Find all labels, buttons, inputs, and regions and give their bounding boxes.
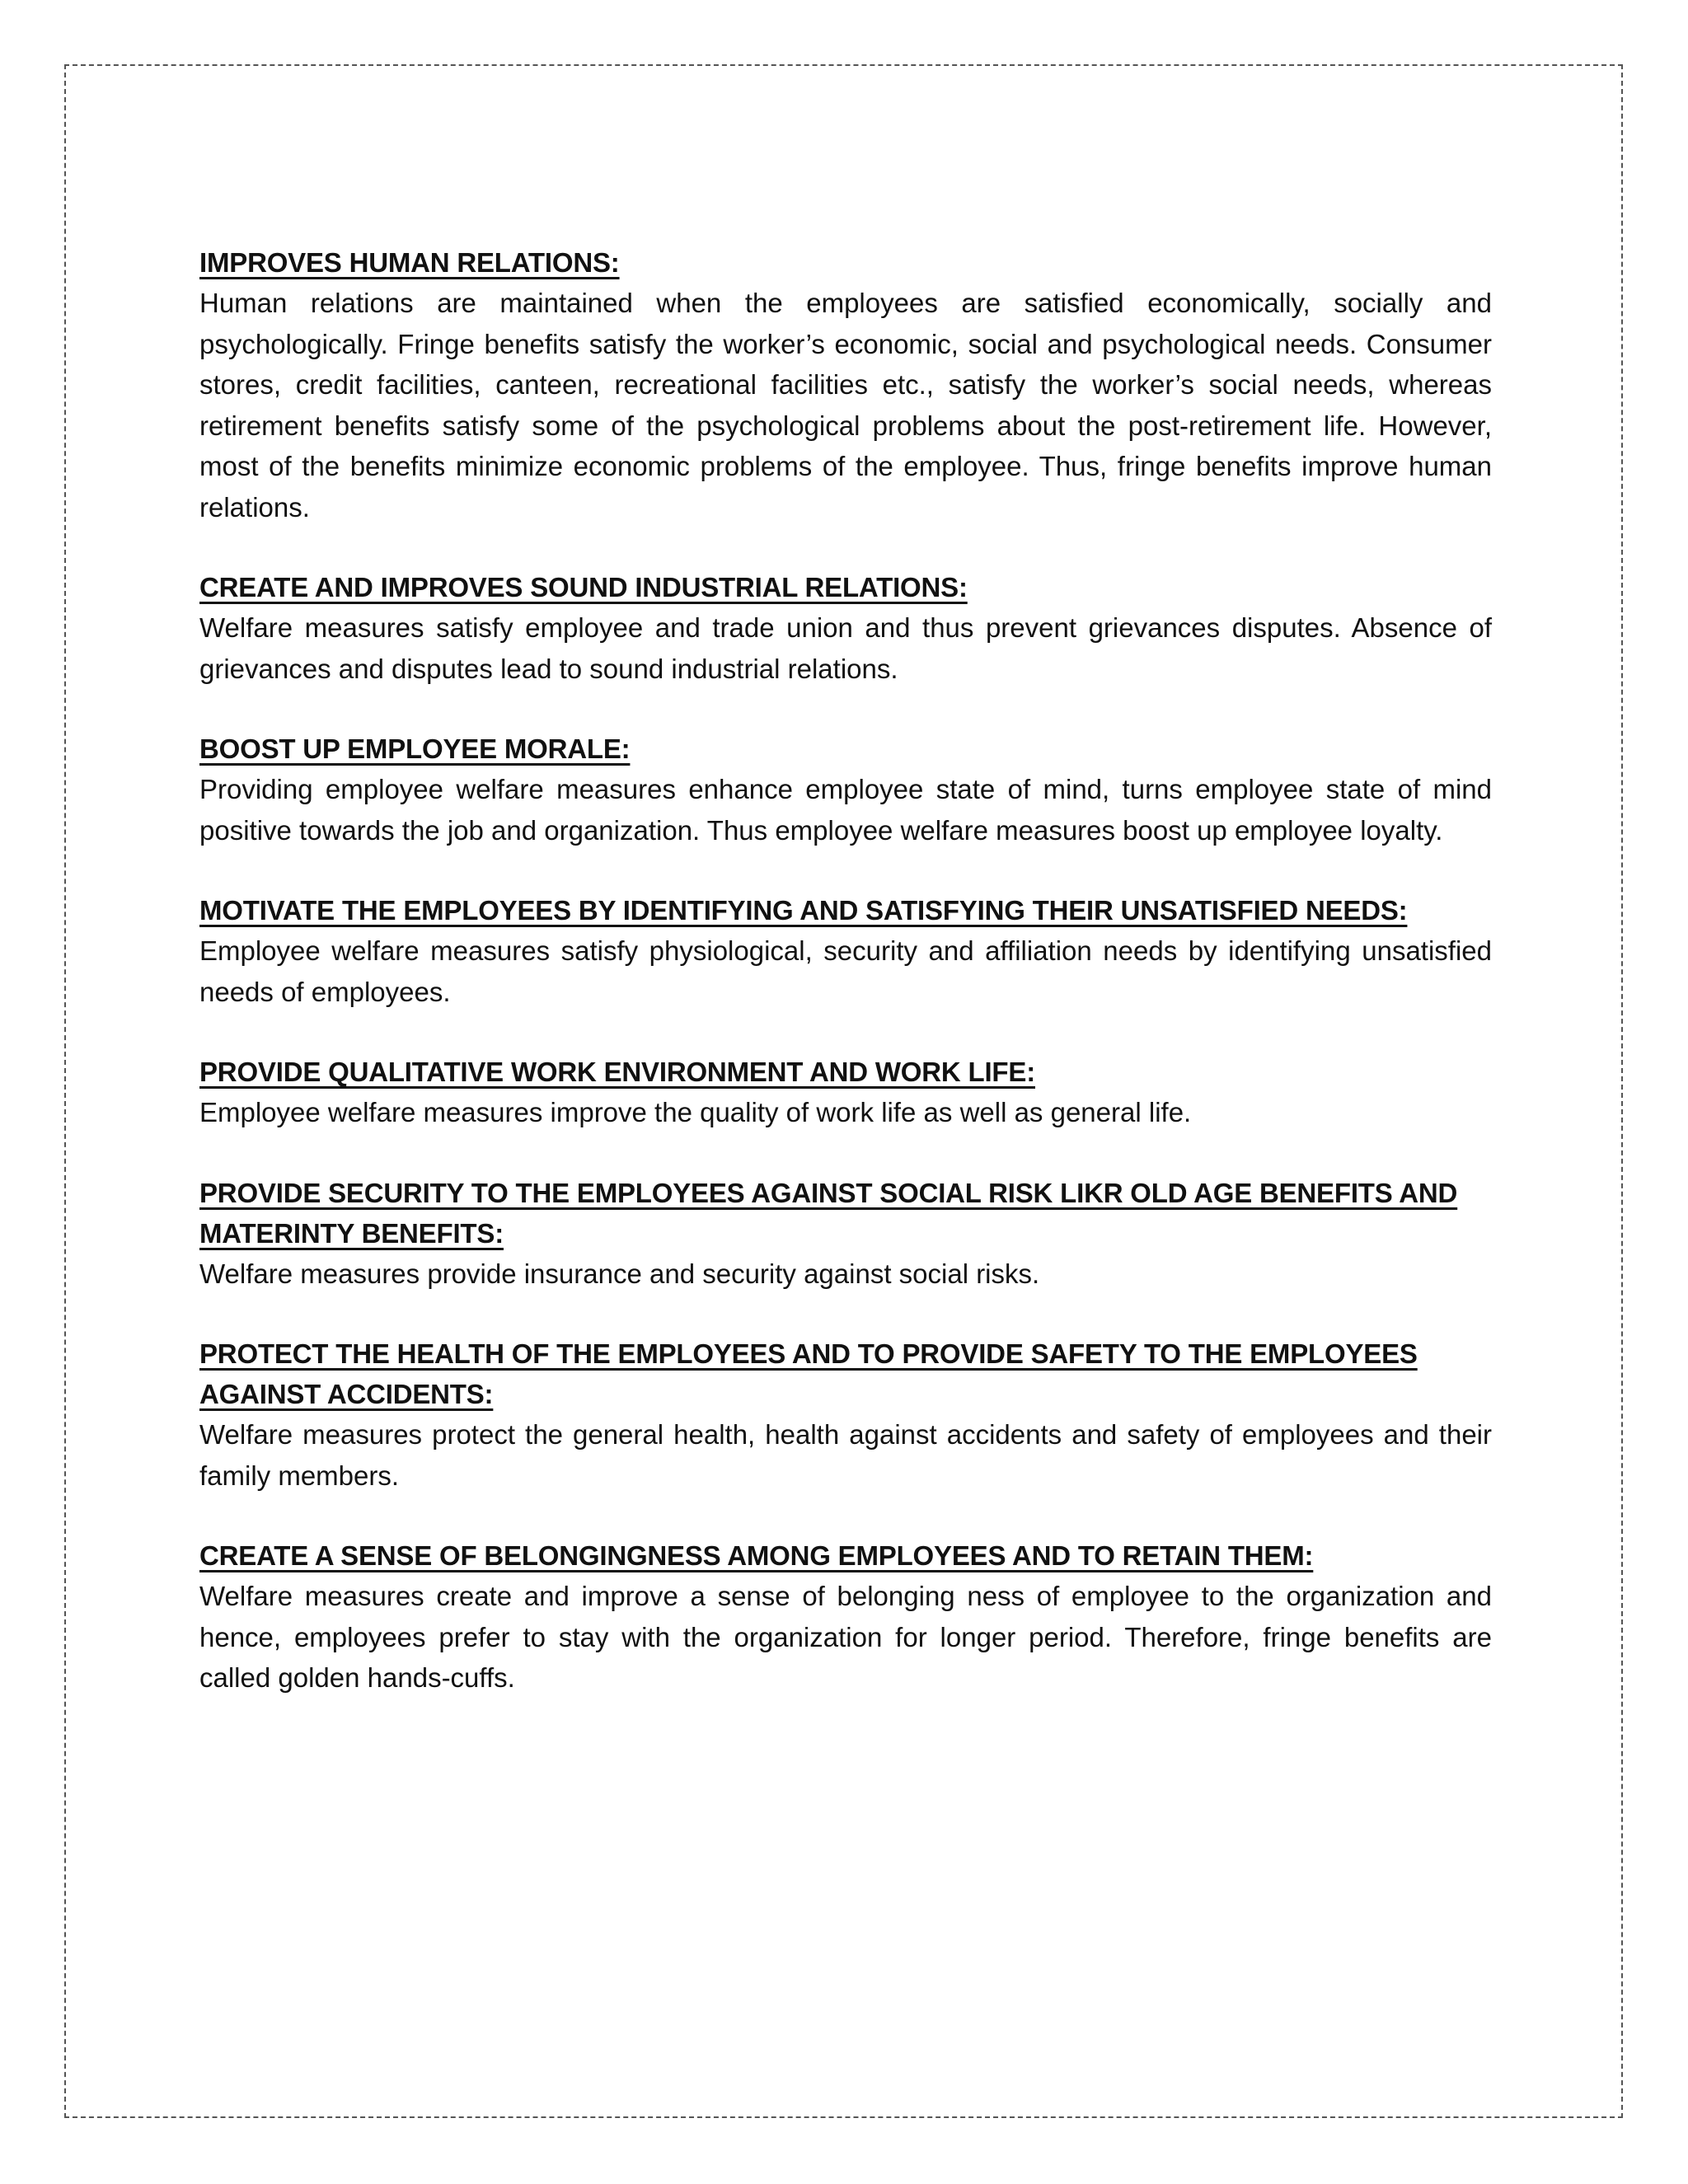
section-industrial-relations: [199, 567, 1492, 689]
section-heading: PROVIDE SECURITY TO THE EMPLOYEES AGAINST SOCIAL RISK LIKR OLD AGE BENEFITS AND MATERINTY BENEFITS:: [199, 1177, 1458, 1249]
section-heading: PROTECT THE HEALTH OF THE EMPLOYEES AND TO PROVIDE SAFETY TO THE EMPLOYEES AGAINST ACCIDENTS:: [199, 1338, 1418, 1409]
section-social-security: [199, 1173, 1492, 1295]
section-motivate-employees: [199, 890, 1492, 1012]
section-heading: BOOST UP EMPLOYEE MORALE:: [199, 733, 631, 764]
section-health-safety: [199, 1333, 1492, 1496]
section-improves-human-relations: [199, 242, 1492, 527]
section-paragraph: Welfare measures protect the general health, health against accidents and safety of employees and their family members.: [199, 1419, 1492, 1491]
section-paragraph: Human relations are maintained when the employees are satisfied economically, socially and psychologically. Fringe benefits satisfy the worker’s economic, social and psychological needs. Consumer stores, credit facilities, canteen, recreational facilities etc., satisfy the worker’s social needs, whereas retirement benefits satisfy some of the psychological problems about the post-retirement life. However, most of the benefits minimize economic problems of the employee. Thus, fringe benefits improve human relations.: [199, 288, 1492, 523]
section-heading: PROVIDE QUALITATIVE WORK ENVIRONMENT AND WORK LIFE:: [199, 1057, 1035, 1087]
section-employee-morale: [199, 729, 1492, 851]
section-heading: CREATE AND IMPROVES SOUND INDUSTRIAL RELATIONS:: [199, 572, 968, 602]
section-work-environment: [199, 1052, 1492, 1133]
section-heading: MOTIVATE THE EMPLOYEES BY IDENTIFYING AND SATISFYING THEIR UNSATISFIED NEEDS:: [199, 895, 1408, 926]
section-paragraph: Employee welfare measures satisfy physiological, security and affiliation needs by identifying unsatisfied needs of employees.: [199, 935, 1492, 1007]
document-body: [199, 242, 1492, 1738]
section-belongingness: [199, 1535, 1492, 1699]
section-paragraph: Employee welfare measures improve the quality of work life as well as general life.: [199, 1097, 1192, 1127]
section-paragraph: Providing employee welfare measures enhance employee state of mind, turns employee state of mind positive towards the job and organization. Thus employee welfare measures boost up employee loyalty.: [199, 774, 1492, 846]
section-heading: IMPROVES HUMAN RELATIONS:: [199, 247, 620, 278]
section-paragraph: Welfare measures provide insurance and security against social risks.: [199, 1258, 1040, 1289]
section-paragraph: Welfare measures create and improve a sense of belonging ness of employee to the organization and hence, employees prefer to stay with the organization for longer period. Therefore, fringe benefits are called golden hands-cuffs.: [199, 1581, 1492, 1693]
section-paragraph: Welfare measures satisfy employee and trade union and thus prevent grievances disputes. Absence of grievances and disputes lead to sound industrial relations.: [199, 612, 1492, 684]
section-heading: CREATE A SENSE OF BELONGINGNESS AMONG EMPLOYEES AND TO RETAIN THEM:: [199, 1540, 1314, 1571]
